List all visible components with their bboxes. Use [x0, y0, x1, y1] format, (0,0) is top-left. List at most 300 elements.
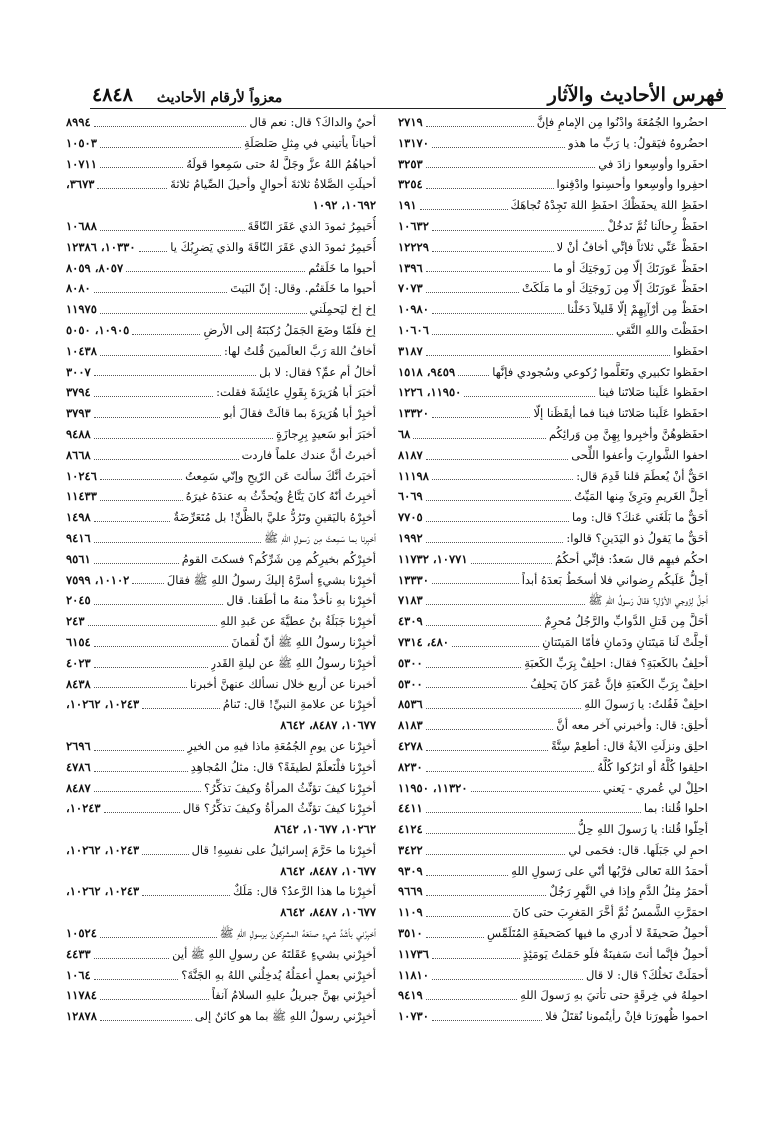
entry-hadith-numbers: ١١٣٢٠، ١١٩٥٠ — [398, 780, 468, 795]
dot-leader — [142, 854, 188, 855]
entry-text: أخبِرْكُم بخيرِكُم مِن شَرِّكُم؟ فسكتَ القومُ — [181, 551, 376, 566]
entry-text: أحَقٌّ ما بَلَغَني عَنكَ؟ قال: وما — [571, 510, 708, 525]
entry-text: أخبِرْنا رسولُ اللهِ ﷺ عن ليلةِ القَدرِ — [210, 655, 376, 670]
entry-hadith-numbers: ١٩١ — [398, 198, 417, 213]
dot-leader — [94, 771, 188, 772]
entry-text: أخبِرنا بما سَمِعتَ مِن رَسولِ اللهِ ﷺ — [264, 530, 376, 545]
dot-leader — [426, 500, 572, 501]
entry-hadith-numbers: ٤١٢٤ — [398, 822, 423, 837]
index-entry — [398, 902, 708, 923]
entry-text: احلِقوا كُلَّهُ أو اترُكوا كُلَّهُ — [597, 759, 708, 774]
dot-leader — [426, 771, 595, 772]
dot-leader — [132, 583, 164, 584]
entry-text: احفَظْ مِن أرْآيِهِمْ إلّا قَليلاً دَخَلْنا — [567, 302, 708, 317]
dot-leader — [426, 687, 528, 688]
index-entry — [66, 840, 376, 861]
dot-leader — [426, 459, 569, 460]
index-entry — [66, 902, 376, 923]
index-entry — [66, 570, 376, 591]
index-entry — [66, 278, 376, 299]
entry-hadith-numbers: ٢٦٩٦ — [66, 738, 91, 753]
index-entry — [398, 445, 708, 466]
dot-leader — [100, 147, 241, 148]
entry-text: أخبِرْنا كيفَ تؤنِّثُ المرأةُ وكيفَ تذكِّرُ؟ قال — [182, 801, 376, 816]
index-entry — [66, 819, 376, 840]
index-entry — [66, 674, 376, 695]
index-entry — [398, 403, 708, 424]
entry-hadith-numbers: ٦١٥٤ — [66, 634, 91, 649]
entry-hadith-numbers: ١٠٢٦٢، ١٠٦٧٧، ٨٦٤٢ — [274, 822, 376, 837]
index-subtitle: معزواً لأرقام الأحاديث — [156, 90, 283, 106]
dot-leader — [426, 292, 519, 293]
entry-text: احكُم فيهِم قال سَعدٌ: فإنِّي أحكُمُ — [554, 551, 708, 566]
dot-leader — [94, 375, 256, 376]
index-entry — [66, 1006, 376, 1027]
entry-hadith-numbers: ١١١٩٨ — [398, 468, 429, 483]
entry-hadith-numbers: ١١٧٨٤ — [66, 988, 97, 1003]
entry-hadith-numbers: ١١٨١٠ — [398, 967, 429, 982]
index-entry — [398, 466, 708, 487]
entry-text: احضُروا الجُمُعَةَ وادْنُوا مِن الإمامِ فإنَّ — [536, 115, 708, 129]
entry-hadith-numbers: ١٠٥٠٣ — [66, 135, 97, 150]
dot-leader — [432, 334, 613, 335]
entry-text: أخالُ أم عمِّ؟ فقال: لا بل — [259, 364, 376, 379]
entry-text: أُحَيمِرُ ثمودَ الذي عَقَرَ النّاقَةَ — [247, 218, 376, 233]
header-rule — [90, 108, 726, 109]
entry-text: أخبِرْنا ما هذا الرَّعدُ؟ قال: مَلَكٌ — [233, 884, 376, 899]
dot-leader — [426, 729, 554, 730]
entry-text: احفَظْتَ واللهِ التَّقي — [616, 322, 708, 337]
dot-leader — [94, 563, 179, 564]
index-entry — [398, 985, 708, 1006]
dot-leader — [94, 417, 221, 418]
dot-leader — [426, 812, 641, 813]
index-entry — [398, 112, 708, 133]
index-entry — [66, 133, 376, 154]
entry-hadith-numbers: ٢٧١٩ — [398, 115, 423, 129]
index-entry — [66, 154, 376, 175]
index-entry — [398, 507, 708, 528]
entry-hadith-numbers: ١١٠٩ — [398, 905, 423, 920]
entry-hadith-numbers: ٢٤٣ — [66, 614, 85, 629]
entry-text: احفَظْ عَورَتَكَ إلّا مِن زَوجَتِكَ أو ما — [553, 260, 708, 275]
entry-text: أخبِرْني رسولُ اللهِ ﷺ بما هو كائنٌ إلى — [194, 1009, 376, 1024]
entry-text: أخبِرْنا جَبَلَةُ بنُ عطيَّةَ عن عَبدِ اللهِ — [220, 614, 376, 629]
dot-leader — [426, 833, 575, 834]
dot-leader — [426, 854, 566, 855]
index-entry — [66, 861, 376, 882]
entry-hadith-numbers: ٨٤٨٧ — [66, 780, 91, 795]
entry-hadith-numbers: ٣٦٧٣، — [66, 177, 95, 192]
dot-leader — [94, 542, 261, 543]
entry-text: أحيوا ما خَلَقتُم. وقال: إنّ البَيتَ — [230, 281, 376, 296]
entry-hadith-numbers: ٨٠٥٧، ٨٠٥٩ — [66, 260, 124, 275]
index-entry — [66, 341, 376, 362]
index-entry — [398, 674, 708, 695]
dot-leader — [100, 500, 183, 501]
index-entry — [66, 216, 376, 237]
dot-leader — [94, 438, 273, 439]
dot-leader — [452, 646, 539, 647]
dot-leader — [432, 230, 605, 231]
entry-hadith-numbers: ١٠٩٠٥، ٥٠٥٠ — [66, 322, 130, 337]
dot-leader — [432, 313, 564, 314]
entry-hadith-numbers: ٤٣٠٩ — [398, 614, 423, 629]
index-entry — [66, 424, 376, 445]
index-entry — [398, 611, 708, 632]
dot-leader — [432, 1020, 542, 1021]
index-entry — [398, 881, 708, 902]
entry-hadith-numbers: ١٠٦٨٨ — [66, 218, 97, 233]
entry-text: أخبَرتُ أنَّكَ سألتَ عَن الرّيحِ وإنّي سَمِعتُ — [185, 468, 376, 483]
entry-text: أحَقٌّ ما يَقولُ ذو اليَدَينِ؟ قالوا: — [566, 530, 708, 545]
entry-hadith-numbers: ٣٧٩٤ — [66, 385, 91, 400]
dot-leader — [104, 812, 180, 813]
index-entry — [66, 445, 376, 466]
entry-hadith-numbers: ١٣٩٦ — [398, 260, 423, 275]
entry-hadith-numbers: ٨٦٦٨ — [66, 447, 91, 462]
entry-hadith-numbers: ١٠٧٧١، ١١٧٣٢ — [398, 551, 468, 566]
entry-hadith-numbers: ١٠٤٣٨ — [66, 343, 97, 358]
entry-hadith-numbers: ٤٢٧٨ — [398, 738, 423, 753]
entry-text: احفَظْ عَورَتَكَ إلّا مِن زَوجَتِكَ أو ما مَلَكَتْ — [522, 281, 708, 296]
entry-hadith-numbers: ٨٩٩٤ — [66, 115, 91, 129]
right-column — [398, 112, 708, 1117]
index-entry — [398, 632, 708, 653]
entry-hadith-numbers: ١٠٦٤ — [66, 967, 91, 982]
dot-leader — [471, 791, 600, 792]
dot-leader — [100, 167, 183, 168]
index-entry — [66, 174, 376, 195]
index-entry — [398, 653, 708, 674]
dot-leader — [426, 355, 671, 356]
dot-leader — [464, 396, 595, 397]
entry-text: أخبَرَ أبا هُرَيرَةَ بِقَولِ عائِشَةَ فقلت: — [216, 385, 376, 400]
page-number: ٤٨٤٨ — [92, 84, 133, 106]
entry-hadith-numbers: ٤٧٨٦ — [66, 759, 91, 774]
entry-text: أحيٌ والداكَ؟ قال: نعم قال — [249, 115, 376, 129]
dot-leader — [139, 251, 168, 252]
dot-leader — [471, 563, 552, 564]
index-entry — [398, 299, 708, 320]
entry-hadith-numbers: ٣٢٥٣ — [398, 156, 423, 171]
left-column — [66, 112, 376, 1117]
index-entry — [66, 507, 376, 528]
entry-text: أحِلّوا قُلنا: يا رَسولَ اللهِ حِلُّ — [577, 822, 708, 837]
index-entry — [398, 923, 708, 944]
index-entry — [398, 1006, 708, 1027]
index-entry — [66, 881, 376, 902]
dot-leader — [94, 687, 187, 688]
entry-hadith-numbers: ٨٠٨٠ — [66, 281, 91, 296]
header-left-group — [92, 84, 282, 106]
index-entry — [398, 382, 708, 403]
entry-text: أخبِرْنا عن يومِ الجُمُعَةِ ماذا فيهِ من الخيرِ — [187, 738, 376, 753]
entry-text: احفَروا وأوسِعوا زادَ في — [598, 156, 708, 171]
entry-hadith-numbers: ٨٢٣٠ — [398, 759, 423, 774]
index-entry — [398, 590, 708, 611]
index-title: فهرس الأحاديث والآثار — [547, 84, 724, 106]
entry-text: أُحَيمِرُ ثمودَ الذي عَقَرَ النّاقَةَ والذي يَضرِبُكَ يا — [170, 239, 376, 254]
entry-text: احلِلْ لي عُمري - يَعني — [602, 780, 708, 795]
index-entry — [66, 694, 376, 715]
dot-leader — [426, 188, 554, 189]
entry-text: أحمِلُ صَحيفَةً لا أدري ما فيها كصَحيفَةِ المُتَلَمِّسِ — [486, 926, 708, 941]
entry-hadith-numbers: ٤٤٣٣ — [66, 946, 91, 961]
entry-text: أخبِرْني بشيءٍ عَقَلتَهُ عن رسولِ اللهِ ﷺ أين — [172, 946, 376, 961]
entry-text: أخبرنا عن أربع خلال نسألك عنهنَّ أخبرنا — [189, 676, 376, 691]
entry-hadith-numbers: ١٠٢٤٣، — [66, 801, 101, 816]
entry-hadith-numbers: ٥٣٠٠ — [398, 676, 423, 691]
index-entry — [398, 133, 708, 154]
entry-text: احفَظْ رِحالَنا ثُمَّ تَدخُلْ — [607, 218, 708, 233]
index-entry — [66, 528, 376, 549]
index-entry — [66, 299, 376, 320]
index-entry — [66, 403, 376, 424]
entry-text: أحلِق: قال: وأخبرني آخر معه أنَّ — [556, 718, 708, 733]
entry-hadith-numbers: ١٠٦٣٢ — [398, 218, 429, 233]
entry-hadith-numbers: ١٠١٠٢، ٧٥٩٩ — [66, 572, 130, 587]
entry-hadith-numbers: ٣٢٥٤ — [398, 177, 423, 192]
dot-leader — [420, 209, 508, 210]
entry-hadith-numbers: ٣٠٠٧ — [66, 364, 91, 379]
index-entry — [398, 486, 708, 507]
dot-leader — [426, 521, 569, 522]
index-entry — [66, 382, 376, 403]
entry-text: احفوا الشَّوارِبَ وأعفوا اللِّحى — [571, 447, 708, 462]
entry-hadith-numbers: ٩٣٠٩ — [398, 863, 423, 878]
entry-text: أحيلَتِ الصَّلاةُ ثلاثةَ أحوالٍ وأحيلَ الصِّيامُ ثلاثةَ — [170, 177, 376, 192]
index-entry — [66, 486, 376, 507]
entry-text: احفِروا وأوسِعوا وأحسِنوا وادْفِنوا — [556, 177, 708, 192]
entry-text: أخبِرْني بهنَّ جبريلُ عليهِ السلامُ آنفاً — [211, 988, 376, 1003]
dot-leader — [426, 999, 517, 1000]
dot-leader — [426, 667, 521, 668]
entry-hadith-numbers: ٦٠٦٩ — [398, 489, 423, 504]
index-entry — [398, 570, 708, 591]
entry-text: أخافُ اللهَ رَبَّ العالَمينَ قُلتُ لها: — [224, 343, 376, 358]
entry-hadith-numbers: ١٠٦٧٧، ٨٤٨٧، ٨٦٤٢ — [280, 905, 376, 920]
entry-hadith-numbers: ٩٤٥٩، ١٥١٨ — [398, 364, 456, 379]
dot-leader — [426, 167, 596, 168]
index-entry — [66, 736, 376, 757]
dot-leader — [100, 479, 182, 480]
entry-hadith-numbers: ١١٩٧٥ — [66, 302, 97, 317]
dot-leader — [432, 979, 583, 980]
entry-hadith-numbers: ٣١٨٧ — [398, 343, 423, 358]
dot-leader — [100, 313, 307, 314]
entry-text: أحِلَّ الغَريمِ وبَرِئَ مِنها المَيِّتُ — [574, 489, 708, 504]
dot-leader — [100, 1020, 192, 1021]
dot-leader — [426, 604, 586, 605]
dot-leader — [413, 438, 546, 439]
index-entry — [398, 258, 708, 279]
index-entry — [66, 362, 376, 383]
entry-text: أحِلُّ عَلَيكُم رِضواني فلا أسخَطُ بَعدَهُ أبداً — [521, 572, 708, 587]
index-entry — [66, 112, 376, 133]
entry-text: أخبِرْنا ما حَرَّمَ إسرائيلُ على نفسِهِ! قال — [191, 842, 376, 857]
entry-hadith-numbers: ٣٧٩٣ — [66, 406, 91, 421]
index-entry — [398, 944, 708, 965]
entry-hadith-numbers: ٤٨٠، ٧٣١٤ — [398, 634, 449, 649]
dot-leader — [94, 791, 201, 792]
entry-hadith-numbers: ١٩٩٢ — [398, 530, 423, 545]
dot-leader — [94, 126, 247, 127]
entry-hadith-numbers: ٨٥٣٦ — [398, 697, 423, 712]
entry-text: احضُروهُ فيَقولُ: يا رَبِّ ما هذو — [568, 135, 708, 150]
index-entry — [66, 985, 376, 1006]
entry-hadith-numbers: ١١٧٣٦ — [398, 946, 429, 961]
entry-text: احمِلهُ في خِرقَةٍ حتى تأتيَ بهِ رَسولَ اللهِ — [520, 988, 708, 1003]
entry-hadith-numbers: ١٠٥٢٤ — [66, 926, 97, 941]
entry-hadith-numbers: ٤٤١١ — [398, 801, 423, 816]
entry-hadith-numbers: ١١٤٣٣ — [66, 489, 97, 504]
index-entry — [66, 590, 376, 611]
dot-leader — [132, 334, 200, 335]
entry-text: احَقٌّ أنْ يُعطَمَ قلنا قَدِمَ قال: — [576, 468, 708, 483]
entry-text: احلوا قُلنا: بما — [643, 801, 708, 816]
dot-leader — [100, 999, 209, 1000]
dot-leader — [426, 750, 548, 751]
index-entry — [66, 944, 376, 965]
entry-text: احفَظوا — [673, 343, 708, 358]
entry-text: أخبِرْنا عن علامةِ النبيِّ! قال: تَنامُ — [222, 697, 376, 712]
index-entry — [398, 840, 708, 861]
entry-text: احمَرَّتِ الشَّمسُ ثُمَّ أخَّرَ المَغرِبَ حتى كانَ — [512, 905, 708, 920]
index-entry — [398, 362, 708, 383]
index-entry — [398, 424, 708, 445]
index-entry — [398, 174, 708, 195]
index-entry — [398, 278, 708, 299]
dot-leader — [94, 667, 208, 668]
entry-hadith-numbers: ٩٤٨٨ — [66, 426, 91, 441]
dot-leader — [426, 271, 551, 272]
entry-hadith-numbers: ١٢٨٧٨ — [66, 1009, 97, 1024]
dot-leader — [432, 958, 520, 959]
dot-leader — [426, 708, 581, 709]
entry-hadith-numbers: ١٠٢٤٣، ١٠٢٦٢، — [66, 697, 140, 712]
entry-hadith-numbers: ١٠٦٩٢، ١٠٩٢ — [312, 198, 376, 213]
entry-text: احفَظوا عَلَينا صَلاتَنا فينا فما أيقَظَنا إلّا — [533, 406, 708, 421]
entry-text: أخبِرْ أبا هُرَيرَةَ بما قالَتْ فقالَ أبو — [223, 406, 376, 421]
index-entry — [66, 778, 376, 799]
entry-hadith-numbers: ١٣١٧٠ — [398, 135, 429, 150]
entry-text: أخبِرْني بعملٍ أعمَلُهُ يُدخِلُني اللهُ بهِ الجَنَّةَ؟ — [181, 967, 376, 982]
index-entry — [66, 965, 376, 986]
entry-text: أخبِرْنا فلْنَعلَمْ لطيفَةً؟ قال: مثلُ المُجاهِدِ — [190, 759, 376, 774]
dot-leader — [426, 916, 510, 917]
dot-leader — [432, 417, 531, 418]
entry-text: أحمَدُ اللهَ تَعالى فرَّبُها أنّي على رَسولِ اللهِ — [511, 863, 708, 878]
index-entry — [398, 757, 708, 778]
dot-leader — [432, 583, 519, 584]
entry-hadith-numbers: ١٠٩٨٠ — [398, 302, 429, 317]
index-entry — [66, 632, 376, 653]
dot-leader — [432, 251, 554, 252]
dot-leader — [142, 708, 220, 709]
entry-text: أحلِفُ بالكَعبَةِ؟ فقال: احلِفْ بِرَبِّ الكَعبَةِ — [524, 655, 708, 670]
entry-hadith-numbers: ١٠٧٣٠ — [398, 1009, 429, 1024]
dot-leader — [426, 937, 484, 938]
dot-leader — [100, 937, 217, 938]
entry-text: أخبِرْنا بهِ نأخذْ منهُ ما أطَقنا. قال — [226, 593, 376, 608]
dot-leader — [100, 355, 221, 356]
index-entry — [66, 757, 376, 778]
entry-text: أخبرتُ أنَّ عندك علماً فاردت — [241, 447, 376, 462]
index-entry — [398, 237, 708, 258]
entry-hadith-numbers: ٨١٨٣ — [398, 718, 423, 733]
entry-text: أحياناً يأتيني في مِثلِ صَلصَلَةِ — [244, 135, 376, 150]
entry-hadith-numbers: ١٣٣٣٠ — [398, 572, 429, 587]
dot-leader — [432, 479, 573, 480]
entry-text: احلِفْ بِرَبِّ الكَعبَةِ فإنَّ عُمَرَ كانَ يَحلِفُ — [530, 676, 708, 691]
entry-hadith-numbers: ٨٤٣٨ — [66, 676, 91, 691]
entry-text: إخ فلَمّا وضَعَ الجَمَلُ رُكبَتَهُ إلى الأرضِ — [203, 322, 376, 337]
dot-leader — [94, 604, 224, 605]
entry-text: احفَظِ اللهَ يحفَظْكَ احفَظِ اللهَ تَجِدْهُ تُجاهَكَ — [510, 198, 708, 213]
entry-hadith-numbers: ١٠٦٠٦ — [398, 322, 429, 337]
entry-text: أخبِرْهُ باليَقينِ وتَرُدُّ عليَّ بالظَّنِّ! بل مُتَعَرِّضَةٌ — [173, 510, 376, 525]
entry-text: احفَظوا عَلَينا صَلاتَنا فينا — [598, 385, 708, 400]
index-entry — [398, 778, 708, 799]
dot-leader — [426, 542, 564, 543]
entry-text: أحِلَّ لِزَوجي الأوَّلِ؟ فقالَ رَسولُ اللهِ ﷺ — [588, 593, 708, 608]
index-entry — [66, 320, 376, 341]
entry-hadith-numbers: ٥٣٠٠ — [398, 655, 423, 670]
entry-hadith-numbers: ٩٤١٩ — [398, 988, 423, 1003]
entry-hadith-numbers: ١٠٧١١ — [66, 156, 97, 171]
index-entry — [398, 549, 708, 570]
dot-leader — [88, 625, 218, 626]
entry-text: أحِلَّتْ لَنا مَيتَتانِ ودَمانِ فأمّا المَيتَتانِ — [542, 634, 708, 649]
entry-hadith-numbers: ٧١٨٣ — [398, 593, 423, 608]
index-entry — [398, 861, 708, 882]
entry-text: احلِق ونزلَتِ الآيةُ قال: أطعِمْ سِتَّةً — [550, 738, 708, 753]
dot-leader — [126, 271, 305, 272]
dot-leader — [94, 958, 169, 959]
index-entry — [66, 715, 376, 736]
entry-text: احموا ظُهورَنا فإنْ رأيتُمونا نُقتَلُ فلا — [545, 1009, 708, 1024]
entry-text: أحياهُمُ اللهُ عزَّ وجَلَّ لهُ حتى سَمِعوا قولَهُ — [186, 156, 376, 171]
entry-hadith-numbers: ٩٥٦١ — [66, 551, 91, 566]
entry-hadith-numbers: ٩٦٦٩ — [398, 884, 423, 899]
dot-leader — [94, 459, 239, 460]
entry-text: احفَظْ عَنِّي ثلاثاً فإنِّي أخافُ أنْ لا — [556, 239, 708, 254]
dot-leader — [458, 375, 489, 376]
index-entry — [66, 258, 376, 279]
entry-hadith-numbers: ١١٩٥٠، ١٢٢٦ — [398, 385, 462, 400]
entry-hadith-numbers: ٣٥١٠ — [398, 926, 423, 941]
entry-text: احلِفْ فَقُلتُ: يا رَسولَ اللهِ — [584, 697, 708, 712]
index-entry — [398, 341, 708, 362]
entry-text: أخبِرتُ أنّهُ كانَ يَتَّاعُ ويُحدِّثُ به عندَهُ غيرَهُ — [185, 489, 376, 504]
dot-leader — [432, 147, 565, 148]
index-entry — [66, 653, 376, 674]
entry-hadith-numbers: ١٠٦٧٧، ٨٤٨٧، ٨٦٤٢ — [280, 863, 376, 878]
dot-leader — [94, 979, 179, 980]
entry-text: أخبَرَ أبو سَعيدٍ بِرِجازَةٍ — [276, 426, 376, 441]
dot-leader — [100, 230, 245, 231]
entry-hadith-numbers: ١٤٩٨ — [66, 510, 91, 525]
entry-hadith-numbers: ٧٠٧٣ — [398, 281, 423, 296]
entry-hadith-numbers: ١٢٢٢٩ — [398, 239, 429, 254]
index-entry — [398, 965, 708, 986]
dot-leader — [426, 895, 547, 896]
entry-text: أحمَرُ مِثلُ الدَّمِ وإذا في النَّهرِ رَجُلٌ — [549, 884, 708, 899]
entry-hadith-numbers: ٩٤١٦ — [66, 530, 91, 545]
index-entry — [66, 466, 376, 487]
dot-leader — [94, 521, 171, 522]
